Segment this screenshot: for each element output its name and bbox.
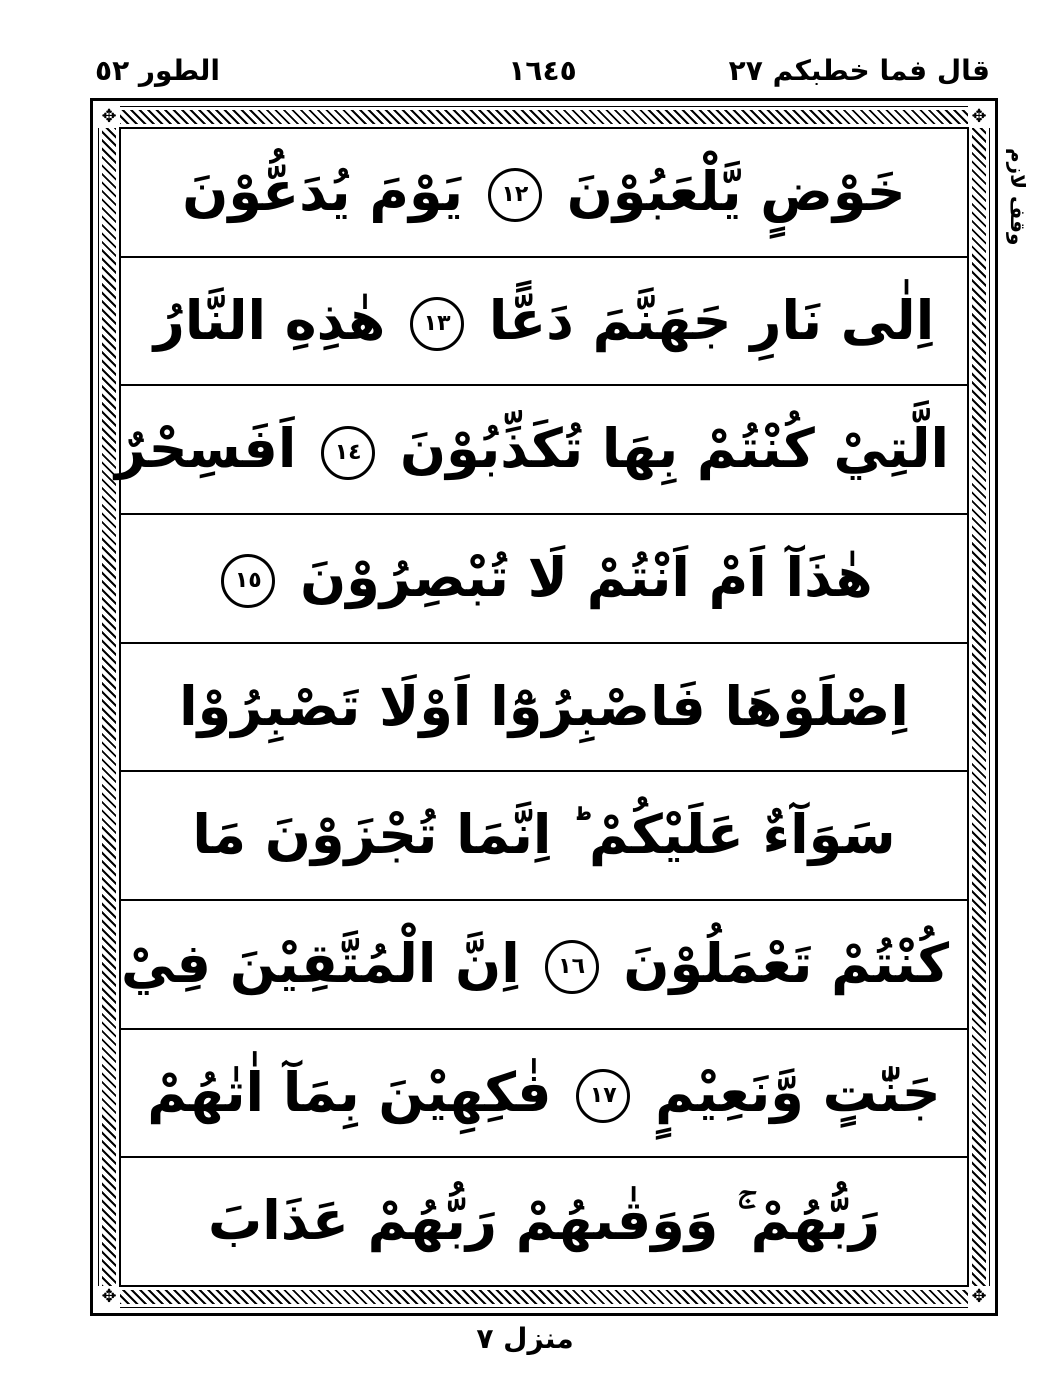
verse-text: خَوْضٍ يَّلْعَبُوْنَ bbox=[566, 159, 906, 223]
verse-line bbox=[121, 258, 967, 387]
verse-text: رَبُّهُمْ ۚ وَوَقٰىهُمْ رَبُّهُمْ عَذَابَ bbox=[208, 1189, 880, 1253]
verse-text: كُنْتُمْ تَعْمَلُوْنَ bbox=[623, 931, 949, 995]
ayah-marker: ١٣ bbox=[410, 297, 464, 351]
verse-text: هٰذِهِ النَّارُ bbox=[153, 288, 386, 352]
ayah-marker: ١٥ bbox=[221, 554, 275, 608]
juz-label: قال فما خطبكم ٢٧ bbox=[728, 54, 990, 87]
verse-line bbox=[121, 644, 967, 773]
surah-label: الطور ٥٢ bbox=[95, 54, 220, 87]
corner-ornament-icon: ✥ bbox=[98, 1286, 120, 1308]
verse-text: الَّتِيْ كُنْتُمْ بِهَا تُكَذِّبُوْنَ bbox=[400, 417, 949, 481]
verse-text: اِصْلَوْهَا فَاصْبِرُوْٓا اَوْلَا تَصْبِرُوْا bbox=[179, 674, 909, 738]
page-number: ١٦٤٥ bbox=[508, 54, 577, 87]
ayah-marker: ١٢ bbox=[488, 168, 542, 222]
corner-ornament-icon: ✥ bbox=[968, 1286, 990, 1308]
corner-ornament-icon: ✥ bbox=[968, 106, 990, 128]
verse-text: اَفَسِحْرٌ bbox=[115, 417, 297, 481]
manzil-label: منزل ٧ bbox=[476, 1322, 574, 1355]
verse-text: هٰذَآ اَمْ اَنْتُمْ لَا تُبْصِرُوْنَ bbox=[300, 545, 873, 609]
ayah-marker: ١٤ bbox=[321, 426, 375, 480]
verse-text: اِنَّ الْمُتَّقِيْنَ فِيْ bbox=[121, 931, 520, 995]
verse-line bbox=[121, 901, 967, 1030]
verse-line bbox=[115, 386, 967, 515]
verse-line bbox=[121, 1030, 967, 1159]
corner-ornament-icon: ✥ bbox=[98, 106, 120, 128]
verse-line bbox=[121, 772, 967, 901]
verse-text: اِلٰى نَارِ جَهَنَّمَ دَعًّا bbox=[488, 288, 935, 352]
ayah-marker: ١٦ bbox=[545, 940, 599, 994]
page-border bbox=[90, 98, 998, 1316]
verse-line bbox=[121, 129, 967, 258]
page-header bbox=[95, 40, 990, 90]
verse-line bbox=[121, 1158, 967, 1285]
verse-lines bbox=[115, 129, 967, 1285]
text-area bbox=[115, 127, 969, 1287]
verse-text: جَنّٰتٍ وَّنَعِيْمٍ bbox=[655, 1060, 941, 1124]
verse-text: فٰكِهِيْنَ بِمَآ اٰتٰهُمْ bbox=[147, 1060, 552, 1124]
verse-text: سَوَآءٌ عَلَيْكُمْ ؕ اِنَّمَا تُجْزَوْنَ مَا bbox=[192, 803, 896, 867]
ayah-marker: ١٧ bbox=[576, 1069, 630, 1123]
waqf-note: وقف لازم bbox=[1006, 148, 1030, 246]
verse-text: يَوْمَ يُدَعُّوْنَ bbox=[182, 159, 464, 223]
verse-line bbox=[121, 515, 967, 644]
